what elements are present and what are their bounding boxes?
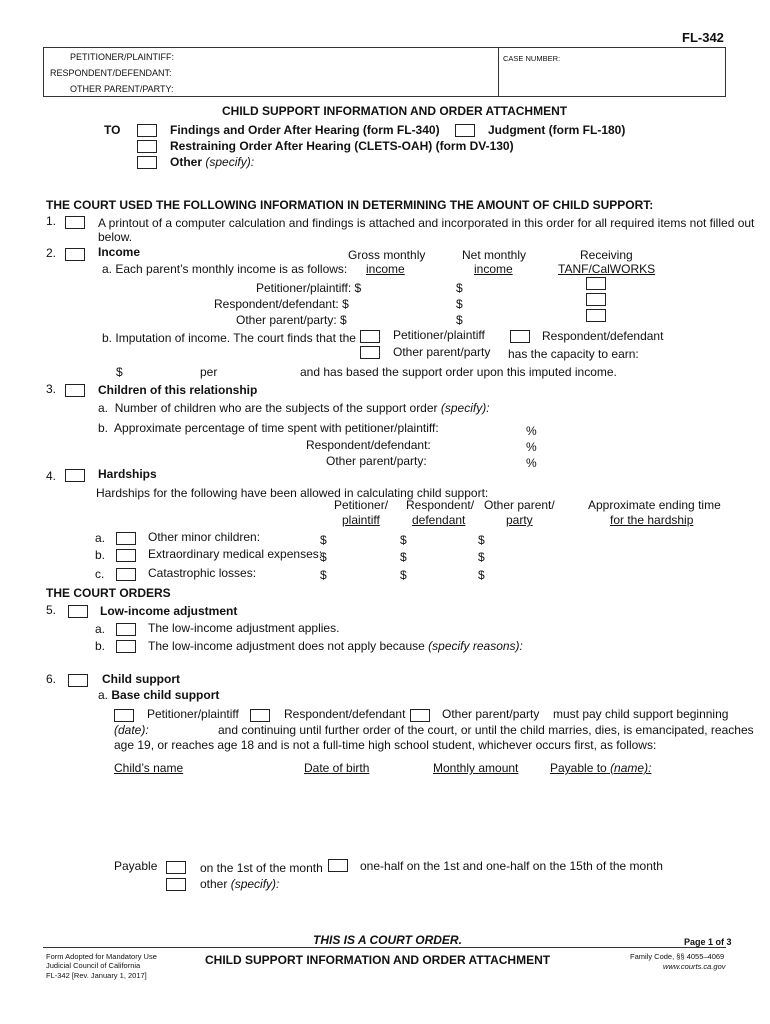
item4-number: 4.: [46, 469, 57, 483]
children-a-specify: (specify):: [440, 401, 490, 415]
impute-other-checkbox[interactable]: [360, 346, 380, 359]
income-resp-label: Respondent/defendant: $: [214, 297, 349, 311]
hardship-row-a-letter: a.: [95, 531, 106, 545]
low-income-b-checkbox[interactable]: [116, 640, 136, 653]
capacity-text: has the capacity to earn:: [508, 347, 639, 361]
base-pet-label: Petitioner/plaintiff: [147, 707, 239, 721]
hardship-b-other-dollar: $: [478, 550, 485, 564]
hardship-row-c-label: Catastrophic losses:: [148, 566, 257, 580]
base-other-checkbox[interactable]: [410, 709, 430, 722]
hardships-label: Hardships: [98, 467, 157, 481]
payable-other-label: [200, 877, 279, 891]
child-support-label: Child support: [102, 672, 180, 686]
impute-resp-label: Respondent/defendant: [542, 329, 664, 343]
impute-per: per: [200, 365, 218, 379]
income-a: [102, 262, 347, 276]
income-pet-label: Petitioner/plaintiff: $: [256, 281, 362, 295]
col-payable-to-text: Payable to: [550, 761, 607, 775]
col-child-name: Child’s name: [114, 761, 184, 775]
low-income-b-letter: b.: [95, 639, 106, 653]
hardship-row-b-label: Extraordinary medical expenses:: [148, 547, 323, 561]
item6-number: 6.: [46, 672, 57, 686]
children-a-text: Number of children who are the subjects of the support order: [114, 401, 438, 415]
low-income-a-checkbox[interactable]: [116, 623, 136, 636]
form-number: FL-342: [682, 30, 724, 45]
hardship-a-resp-dollar: $: [400, 533, 407, 547]
hardship-row-a-checkbox[interactable]: [116, 532, 136, 545]
restraining-label: Restraining Order After Hearing (CLETS-OAH) (form DV-130): [170, 139, 514, 153]
item3-checkbox[interactable]: [65, 384, 85, 397]
hardship-c-pet-dollar: $: [320, 568, 327, 582]
hardship-col-other-2: party: [506, 513, 533, 527]
item2-checkbox[interactable]: [65, 248, 85, 261]
pct-pet: %: [526, 424, 537, 438]
courts-website[interactable]: www.courts.ca.gov: [663, 962, 726, 971]
col-payable-to: [550, 761, 651, 775]
tanf-resp-checkbox[interactable]: [586, 293, 606, 306]
payable-other-text: other: [200, 877, 228, 891]
item6-checkbox[interactable]: [68, 674, 88, 687]
court-orders-heading: THE COURT ORDERS: [46, 586, 171, 600]
hardship-col-resp-2: defendant: [412, 513, 466, 527]
low-income-label: Low-income adjustment: [100, 604, 238, 618]
children-b: [98, 421, 439, 435]
impute-pet-label: Petitioner/plaintiff: [393, 328, 485, 342]
date-label: (date):: [114, 723, 149, 737]
base-resp-label: Respondent/defendant: [284, 707, 406, 721]
hardship-row-b-checkbox[interactable]: [116, 549, 136, 562]
hardship-b-pet-dollar: $: [320, 550, 327, 564]
judgment-checkbox[interactable]: [455, 124, 475, 137]
payable-other-checkbox[interactable]: [166, 878, 186, 891]
base-other-label: Other parent/party: [442, 707, 540, 721]
court-order-notice: THIS IS A COURT ORDER.: [313, 933, 462, 947]
low-income-a-letter: a.: [95, 622, 106, 636]
impute-other-label: Other parent/party: [393, 345, 491, 359]
hardship-a-pet-dollar: $: [320, 533, 327, 547]
item2-number: 2.: [46, 246, 57, 260]
imputation-text: [102, 331, 356, 345]
to-other-text: Other: [170, 155, 203, 169]
base-support-label: Base child support: [111, 688, 220, 702]
base-resp-checkbox[interactable]: [250, 709, 270, 722]
children-b-letter: b.: [98, 421, 109, 435]
findings-label: Findings and Order After Hearing (form FL-340): [170, 123, 440, 137]
impute-based: and has based the support order upon this imputed income.: [300, 365, 617, 379]
petitioner-label: PETITIONER/PLAINTIFF:: [70, 52, 175, 62]
tanf-other-checkbox[interactable]: [586, 309, 606, 322]
hardship-row-a-label: Other minor children:: [148, 530, 261, 544]
net-other-dollar: $: [456, 313, 463, 327]
imputation-letter: b.: [102, 331, 113, 345]
form-title: CHILD SUPPORT INFORMATION AND ORDER ATTACHMENT: [222, 104, 568, 118]
age19-text: age 19, or reaches age 18 and is not a full-time high school student, whichever occurs first, as follows:: [114, 738, 657, 752]
judgment-label: Judgment (form FL-180): [488, 123, 626, 137]
impute-resp-checkbox[interactable]: [510, 330, 530, 343]
payable-half-label: one-half on the 1st and one-half on the 15th of the month: [360, 859, 663, 873]
col-dob: Date of birth: [304, 761, 370, 775]
payable-first-label: on the 1st of the month: [200, 861, 323, 875]
income-other-label: Other parent/party: $: [236, 313, 347, 327]
income-a-letter: a.: [102, 262, 113, 276]
adopted-line-3: FL-342 [Rev. January 1, 2017]: [46, 971, 147, 980]
payable-other-specify: (specify):: [230, 877, 280, 891]
item3-number: 3.: [46, 382, 57, 396]
to-other-label: [170, 155, 254, 169]
income-label: Income: [98, 245, 141, 259]
court-used-heading: THE COURT USED THE FOLLOWING INFORMATION IN DETERMINING THE AMOUNT OF CHILD SUPPORT:: [46, 198, 654, 212]
footer-rule: [43, 947, 726, 948]
impute-dollar: $: [116, 365, 123, 379]
hardship-col-end: Approximate ending time: [588, 498, 721, 512]
adopted-line-2: Judicial Council of California: [46, 961, 141, 970]
item1-checkbox[interactable]: [65, 216, 85, 229]
net-col-header-2: income: [474, 262, 513, 276]
payable-label: Payable: [114, 859, 158, 873]
col-payable-to-name: (name):: [610, 761, 652, 775]
continuing-text: and continuing until further order of the court, or until the child marries, dies, is emancipated, reaches: [218, 723, 754, 737]
other-parent-label: OTHER PARENT/PARTY:: [70, 84, 174, 94]
children-b-other: Other parent/party:: [326, 454, 427, 468]
income-a-text: Each parent’s monthly income is as follows:: [115, 262, 348, 276]
base-support-letter: a.: [98, 688, 109, 702]
restraining-checkbox[interactable]: [137, 140, 157, 153]
hardship-row-c-checkbox[interactable]: [116, 568, 136, 581]
base-pet-checkbox[interactable]: [114, 709, 134, 722]
col-monthly-amount: Monthly amount: [433, 761, 519, 775]
item1-number: 1.: [46, 214, 57, 228]
hardship-col-end-2: for the hardship: [610, 513, 694, 527]
children-a-letter: a.: [98, 401, 109, 415]
net-col-header: Net monthly: [462, 248, 527, 262]
tanf-pet-checkbox[interactable]: [586, 277, 606, 290]
impute-pet-checkbox[interactable]: [360, 330, 380, 343]
payable-half-checkbox[interactable]: [328, 859, 348, 872]
tanf-col-header-2: TANF/CalWORKS: [558, 262, 656, 276]
children-label: Children of this relationship: [98, 383, 258, 397]
tanf-col-header: Receiving: [580, 248, 633, 262]
hardship-c-resp-dollar: $: [400, 568, 407, 582]
hardship-col-resp: Respondent/: [406, 498, 475, 512]
page-number: Page 1 of 3: [684, 937, 732, 947]
pct-resp: %: [526, 440, 537, 454]
gross-col-header-2: income: [366, 262, 405, 276]
footer-title: CHILD SUPPORT INFORMATION AND ORDER ATTACHMENT: [205, 953, 551, 967]
hardship-col-pet: Petitioner/: [334, 498, 389, 512]
item5-number: 5.: [46, 603, 57, 617]
net-pet-dollar: $: [456, 281, 463, 295]
low-income-b-text: [148, 639, 523, 653]
hardships-intro: Hardships for the following have been allowed in calculating child support:: [96, 486, 489, 500]
item5-checkbox[interactable]: [68, 605, 88, 618]
gross-col-header: Gross monthly: [348, 248, 426, 262]
to-other-checkbox[interactable]: [137, 156, 157, 169]
hardship-row-b-letter: b.: [95, 548, 106, 562]
low-income-b-sentence: The low-income adjustment does not apply because: [148, 639, 425, 653]
net-resp-dollar: $: [456, 297, 463, 311]
must-pay-text: must pay child support beginning: [553, 707, 729, 721]
imputation-sentence: Imputation of income. The court finds that the: [115, 331, 356, 345]
payable-first-checkbox[interactable]: [166, 861, 186, 874]
item1-text: A printout of a computer calculation and findings is attached and incorporated in this order for all required items not filled out: [98, 216, 755, 230]
pct-other: %: [526, 456, 537, 470]
base-support-heading: [98, 688, 219, 702]
item1-text-cont: below.: [98, 230, 133, 244]
hardship-row-c-letter: c.: [95, 567, 105, 581]
hardship-b-resp-dollar: $: [400, 550, 407, 564]
children-b-resp: Respondent/defendant:: [306, 438, 431, 452]
to-label: TO: [104, 123, 121, 137]
item4-checkbox[interactable]: [65, 469, 85, 482]
case-number-label: CASE NUMBER:: [503, 54, 561, 63]
low-income-a-text: The low-income adjustment applies.: [148, 621, 340, 635]
adopted-line-1: Form Adopted for Mandatory Use: [46, 952, 157, 961]
findings-checkbox[interactable]: [137, 124, 157, 137]
to-other-specify: (specify):: [205, 155, 255, 169]
hardship-col-other: Other parent/: [484, 498, 555, 512]
hardship-c-other-dollar: $: [478, 568, 485, 582]
respondent-label: RESPONDENT/DEFENDANT:: [50, 68, 172, 78]
family-code: Family Code, §§ 4055–4069: [630, 952, 725, 961]
hardship-col-pet-2: plaintiff: [342, 513, 380, 527]
caption-divider: [498, 47, 499, 97]
hardship-a-other-dollar: $: [478, 533, 485, 547]
children-b-text: Approximate percentage of time spent with petitioner/plaintiff:: [114, 421, 439, 435]
low-income-b-specify: (specify reasons):: [428, 639, 523, 653]
children-a: [98, 401, 490, 415]
